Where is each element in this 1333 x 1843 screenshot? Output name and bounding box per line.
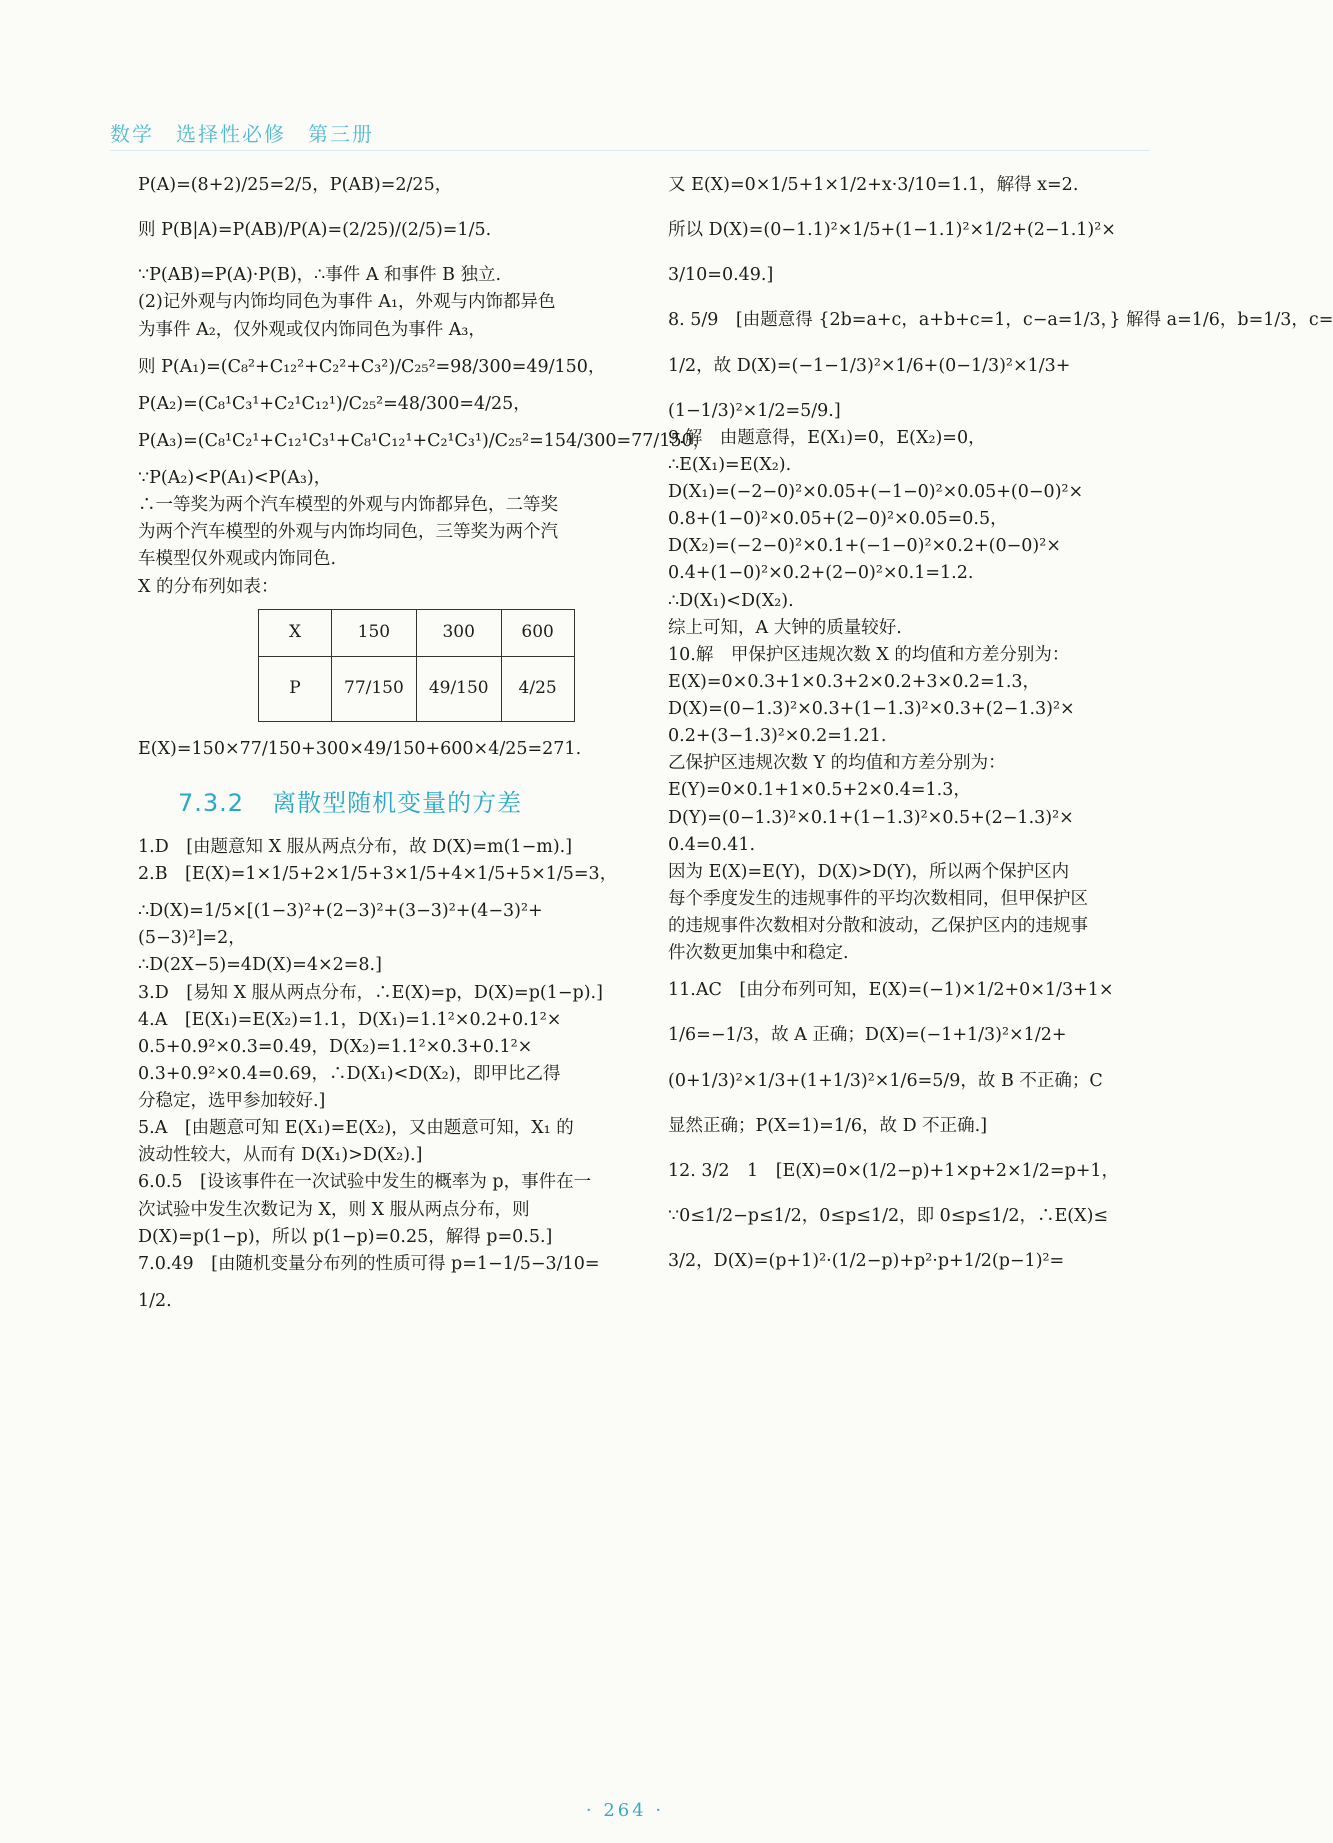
distribution-table <box>258 609 575 722</box>
text-line: D(X)=(0−1.3)²×0.3+(1−1.3)²×0.3+(2−1.3)²× <box>668 699 1075 719</box>
text-line: P(A)=(8+2)/25=2/5，P(AB)=2/25， <box>138 175 453 195</box>
answer-line: 3.D [易知 X 服从两点分布，∴E(X)=p，D(X)=p(1−p).] <box>138 982 603 1003</box>
section-title: 离散型随机变量的方差 <box>272 788 523 817</box>
text-line: P(A₃)=(C₈¹C₂¹+C₁₂¹C₃¹+C₈¹C₁₂¹+C₂¹C₃¹)/C₂₅²=154/300=77/150， <box>138 430 711 451</box>
text-line: 1/6=−1/3，故 A 正确；D(X)=(−1+1/3)²×1/2+ <box>668 1025 1067 1046</box>
left-column <box>138 172 711 1315</box>
answer-line: D(X)=p(1−p)，所以 p(1−p)=0.25，解得 p=0.5.] <box>138 1226 553 1247</box>
text-line: 综上可知，A 大钟的质量较好. <box>668 617 902 638</box>
text-line: 车模型仅外观或内饰同色. <box>138 549 337 570</box>
table-cell: 600 <box>501 609 574 656</box>
text-line: ∴E(X₁)=E(X₂). <box>668 454 792 475</box>
text-line: 则 P(A₁)=(C₈²+C₁₂²+C₂²+C₃²)/C₂₅²=98/300=49/150， <box>138 356 606 377</box>
text-line: 件次数更加集中和稳定. <box>668 943 849 964</box>
text-line: 则 P(B|A)=P(AB)/P(A)=(2/25)/(2/5)=1/5. <box>138 220 492 241</box>
answer-line: 0.5+0.9²×0.3=0.49，D(X₂)=1.1²×0.3+0.1²× <box>138 1036 533 1057</box>
table-header-cell: X <box>259 609 332 656</box>
table-cell: 300 <box>416 609 501 656</box>
text-line: D(Y)=(0−1.3)²×0.1+(1−1.3)²×0.5+(2−1.3)²× <box>668 807 1074 828</box>
text-line: ∵P(AB)=P(A)·P(B)，∴事件 A 和事件 B 独立. <box>138 265 502 286</box>
answer-line: 2.B [E(X)=1×1/5+2×1/5+3×1/5+4×1/5+5×1/5=3， <box>138 864 618 885</box>
answer-line: 0.3+0.9²×0.4=0.69，∴D(X₁)<D(X₂)，即甲比乙得 <box>138 1063 561 1084</box>
table-header-cell: P <box>259 656 332 721</box>
running-header: 数学 选择性必修 第三册 <box>110 122 374 146</box>
answer-line: 1.D [由题意知 X 服从两点分布，故 D(X)=m(1−m).] <box>138 836 573 857</box>
text-line: ∵P(A₂)<P(A₁)<P(A₃)， <box>138 468 332 488</box>
text-line: 11.AC [由分布列可知，E(X)=(−1)×1/2+0×1/3+1× <box>668 980 1114 1001</box>
text-line: 显然正确；P(X=1)=1/6，故 D 不正确.] <box>668 1115 988 1136</box>
header-divider <box>110 150 1150 151</box>
table-cell: 49/150 <box>416 656 501 721</box>
text-line: P(A₂)=(C₈¹C₃¹+C₂¹C₁₂¹)/C₂₅²=48/300=4/25， <box>138 393 531 414</box>
table-cell: 150 <box>332 609 417 656</box>
text-line: 8. 5/9 [由题意得 {2b=a+c，a+b+c=1，c−a=1/3，} 解得 a=1/6，b=1/3，c= <box>668 310 1333 331</box>
answer-line: 1/2. <box>138 1290 172 1311</box>
text-line: 又 E(X)=0×1/5+1×1/2+x·3/10=1.1，解得 x=2. <box>668 175 1079 195</box>
text-line: 为事件 A₂，仅外观或仅内饰同色为事件 A₃， <box>138 319 486 340</box>
text-line: 的违规事件次数相对分散和波动，乙保护区内的违规事 <box>668 916 1088 936</box>
table-cell: 77/150 <box>332 656 417 721</box>
table-row <box>259 656 575 721</box>
text-line: E(X)=0×0.3+1×0.3+2×0.2+3×0.2=1.3， <box>668 671 1041 692</box>
text-line: 3/2，D(X)=(p+1)²·(1/2−p)+p²·p+1/2(p−1)²= <box>668 1251 1065 1271</box>
text-line: 为两个汽车模型的外观与内饰均同色，三等奖为两个汽 <box>138 522 558 543</box>
text-line: 10.解 甲保护区违规次数 X 的均值和方差分别为： <box>668 644 1070 665</box>
answer-line: ∴D(2X−5)=4D(X)=4×2=8.] <box>138 955 382 976</box>
right-column <box>668 172 1333 1275</box>
answer-line: (5−3)²]=2， <box>138 928 246 949</box>
text-line: (0+1/3)²×1/3+(1+1/3)²×1/6=5/9，故 B 不正确；C <box>668 1070 1103 1091</box>
text-line: 1/2，故 D(X)=(−1−1/3)²×1/6+(0−1/3)²×1/3+ <box>668 355 1071 376</box>
text-line: (2)记外观与内饰均同色为事件 A₁，外观与内饰都异色 <box>138 292 556 313</box>
answer-line: 次试验中发生次数记为 X，则 X 服从两点分布，则 <box>138 1199 530 1220</box>
text-line: 每个季度发生的违规事件的平均次数相同，但甲保护区 <box>668 888 1088 909</box>
text-line: 9.解 由题意得，E(X₁)=0，E(X₂)=0， <box>668 427 986 448</box>
text-line: 乙保护区违规次数 Y 的均值和方差分别为： <box>668 753 1006 774</box>
text-line: 3/10=0.49.] <box>668 265 774 286</box>
text-line: (1−1/3)²×1/2=5/9.] <box>668 400 841 421</box>
answer-line: 7.0.49 [由随机变量分布列的性质可得 p=1−1/5−3/10= <box>138 1253 600 1274</box>
answer-line: 4.A [E(X₁)=E(X₂)=1.1，D(X₁)=1.1²×0.2+0.1²× <box>138 1009 562 1030</box>
text-line: ∴D(X₁)<D(X₂). <box>668 590 794 611</box>
text-line: D(X₁)=(−2−0)²×0.05+(−1−0)²×0.05+(0−0)²× <box>668 482 1084 502</box>
expectation-line: E(X)=150×77/150+300×49/150+600×4/25=271. <box>138 738 582 759</box>
answer-line: 6.0.5 [设该事件在一次试验中发生的概率为 p，事件在一 <box>138 1172 592 1193</box>
answer-line: 5.A [由题意可知 E(X₁)=E(X₂)，又由题意可知，X₁ 的 <box>138 1118 574 1139</box>
section-number: 7.3.2 <box>178 788 245 817</box>
text-line: 0.8+(1−0)²×0.05+(2−0)²×0.05=0.5， <box>668 509 1008 530</box>
text-line: D(X₂)=(−2−0)²×0.1+(−1−0)²×0.2+(0−0)²× <box>668 536 1061 557</box>
text-line: ∴一等奖为两个汽车模型的外观与内饰都异色，二等奖 <box>138 495 558 516</box>
table-row <box>259 609 575 656</box>
text-line: X 的分布列如表： <box>138 576 279 597</box>
page-number: · 264 · <box>585 1800 665 1821</box>
text-line: 0.2+(3−1.3)²×0.2=1.21. <box>668 726 887 747</box>
text-line: 0.4+(1−0)²×0.2+(2−0)²×0.1=1.2. <box>668 563 974 584</box>
text-line: 所以 D(X)=(0−1.1)²×1/5+(1−1.1)²×1/2+(2−1.1)²× <box>668 220 1116 241</box>
text-line: E(Y)=0×0.1+1×0.5+2×0.4=1.3， <box>668 780 971 801</box>
answer-line: 波动性较大，从而有 D(X₁)>D(X₂).] <box>138 1145 423 1166</box>
table-cell: 4/25 <box>501 656 574 721</box>
text-line: ∵0≤1/2−p≤1/2，0≤p≤1/2，即 0≤p≤1/2，∴E(X)≤ <box>668 1205 1109 1226</box>
answer-line: ∴D(X)=1/5×[(1−3)²+(2−3)²+(3−3)²+(4−3)²+ <box>138 901 543 922</box>
section-heading <box>178 785 608 822</box>
text-line: 0.4=0.41. <box>668 834 756 855</box>
text-line: 12. 3/2 1 [E(X)=0×(1/2−p)+1×p+2×1/2=p+1， <box>668 1160 1120 1181</box>
text-line: 因为 E(X)=E(Y)，D(X)>D(Y)，所以两个保护区内 <box>668 861 1070 882</box>
answer-line: 分稳定，选甲参加较好.] <box>138 1091 326 1112</box>
